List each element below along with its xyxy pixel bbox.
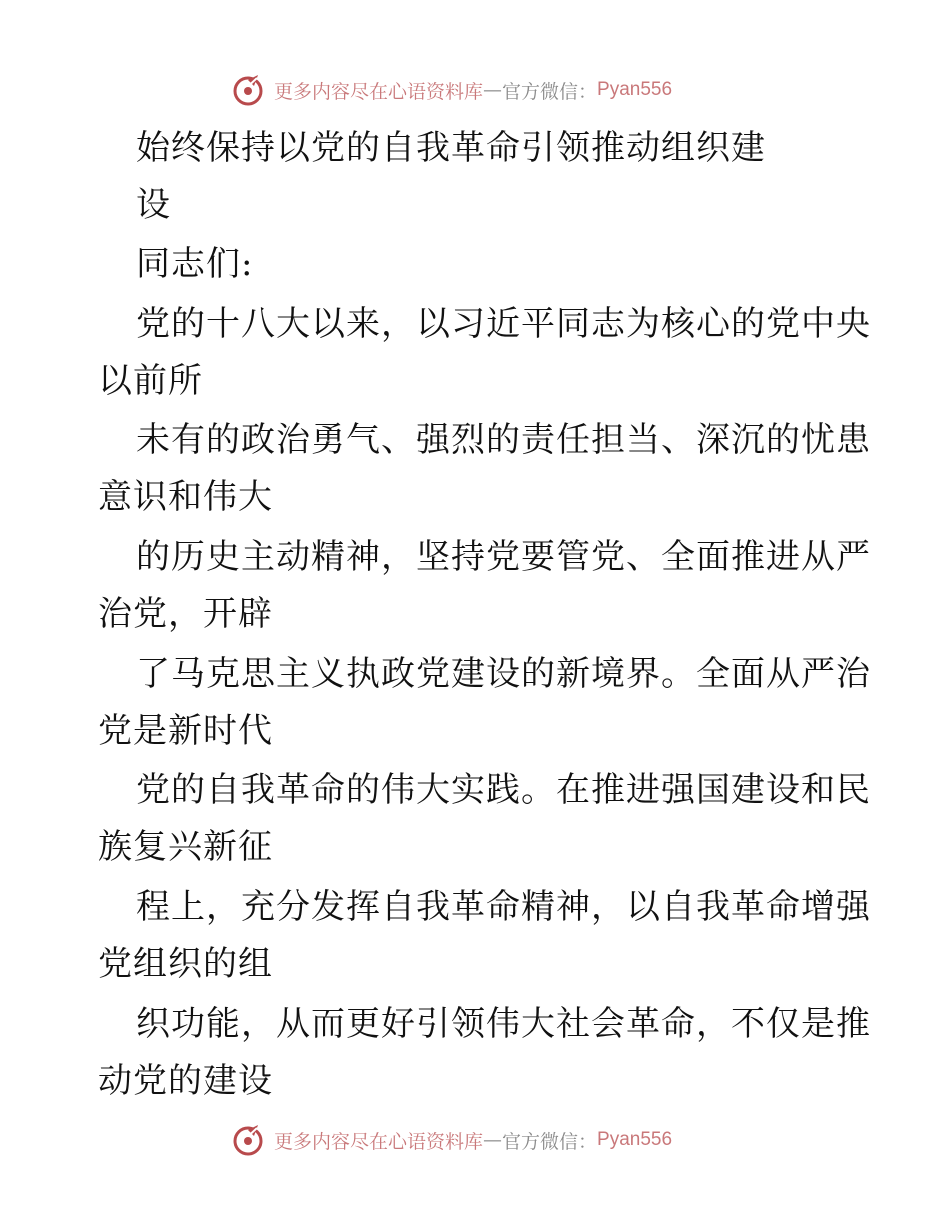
- paragraph-line: 程上，充分发挥自我革命精神，以自我革命增强: [136, 887, 871, 927]
- paragraph-line: 治党，开辟: [98, 594, 273, 634]
- paragraph-line: 以前所: [98, 361, 203, 401]
- document-title-line-2: 设: [136, 185, 171, 225]
- header-watermark: [232, 70, 672, 110]
- watermark-brand-text: 更多内容尽在心语资料库: [274, 1130, 484, 1153]
- watermark-wechat-label: 官方微信：: [502, 1130, 598, 1153]
- paragraph-line: 党的十八大以来，以习近平同志为核心的党中央: [136, 304, 871, 344]
- watermark-separator: —: [483, 1129, 503, 1151]
- paragraph-line: 了马克思主义执政党建设的新境界。全面从严治: [136, 654, 871, 694]
- paragraph-line: 的历史主动精神，坚持党要管党、全面推进从严: [136, 537, 871, 577]
- watermark-brand-text: 更多内容尽在心语资料库: [274, 80, 484, 103]
- paragraph-line: 织功能，从而更好引领伟大社会革命，不仅是推: [136, 1004, 871, 1044]
- pen-nib-logo-icon: [232, 72, 268, 108]
- paragraph-line: 意识和伟大: [98, 477, 273, 517]
- document-title-line-1: 始终保持以党的自我革命引领推动组织建: [136, 128, 766, 168]
- pen-nib-logo-icon: [232, 1122, 268, 1158]
- paragraph-line: 党的自我革命的伟大实践。在推进强国建设和民: [136, 770, 871, 810]
- paragraph-line: 党是新时代: [98, 711, 273, 751]
- paragraph-line: 族复兴新征: [98, 827, 273, 867]
- paragraph-line: 未有的政治勇气、强烈的责任担当、深沉的忧患: [136, 420, 871, 460]
- watermark-wechat-id: Pyan556: [597, 1129, 673, 1150]
- watermark-wechat-id: Pyan556: [597, 79, 673, 100]
- watermark-separator: —: [483, 79, 503, 101]
- footer-watermark: [232, 1120, 672, 1160]
- paragraph-line: 动党的建设: [98, 1061, 273, 1101]
- watermark-wechat-label: 官方微信：: [502, 80, 598, 103]
- salutation: 同志们:: [136, 244, 254, 284]
- paragraph-line: 党组织的组: [98, 944, 273, 984]
